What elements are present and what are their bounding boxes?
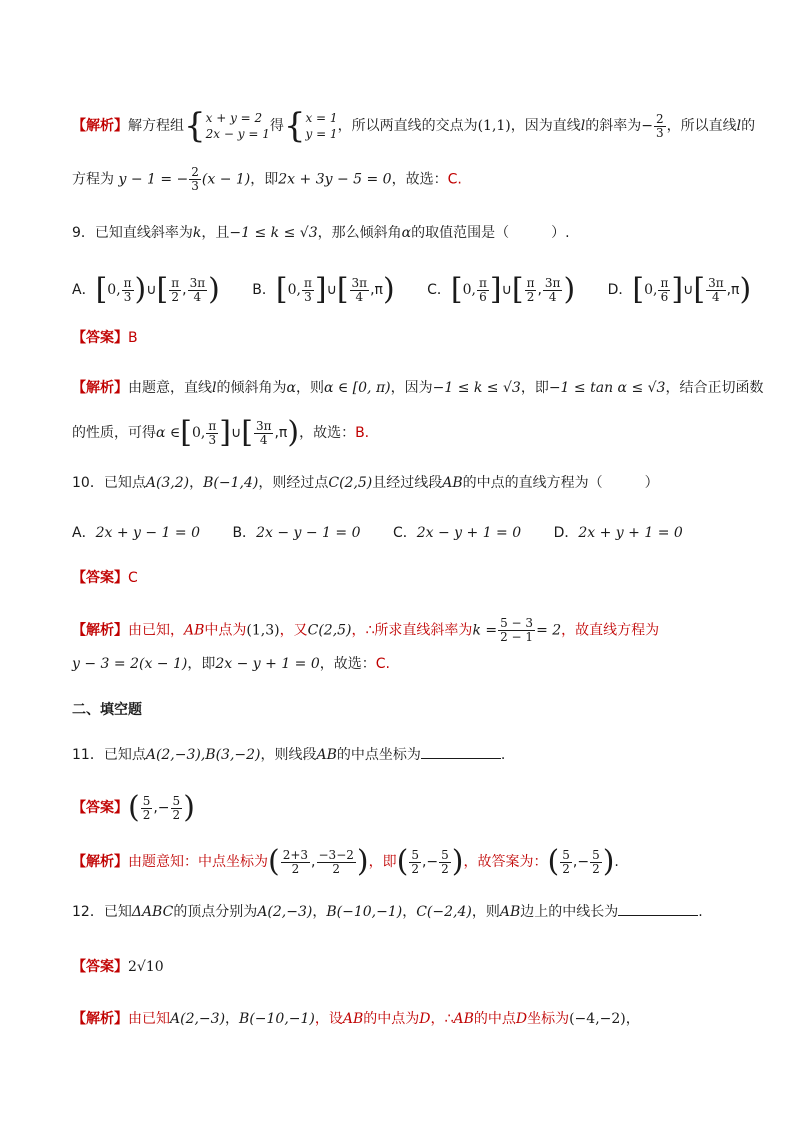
answer-value: C <box>128 570 138 586</box>
q8-analysis-line1: 【解析】解方程组{ x + y = 2 2x − y = 1 得{ x = 1 y = 1 ，所以两直线的交点为(1,1)，因为直线l的斜率为− $\frac{2}{3}$ ，所以直线l的 <box>72 106 756 146</box>
section-heading: 二、填空题 <box>72 702 142 718</box>
q11-analysis: 【解析】由题意知：中点坐标为( $\frac{2+3}{2}$ , $\frac{-3-2}{2}$ )，即( $\frac{5}{2}$ ,− $\frac{5}{2}$ )，故答案为：( $\frac{5}{2}$ ,− $\frac{5}{2}$ ). <box>72 844 619 879</box>
q8-analysis-line2: 方程为 y − 1 = − $\frac{2}{3}$ (x − 1)，即2x + 3y − 5 = 0，故选：C. <box>72 165 462 193</box>
q9-option-a: A．[0, $\frac{\pi}{3}$ )∪[ $\frac{\pi}{2}$ , $\frac{3\pi}{4}$ ) <box>72 272 220 307</box>
q10-answer: 【答案】C <box>72 570 138 586</box>
q10-option-d: D．2x + y + 1 = 0 <box>553 525 683 541</box>
answer-value: 2√10 <box>128 959 164 975</box>
q10-option-c: C．2x − y + 1 = 0 <box>392 525 522 541</box>
q10-options <box>72 522 754 544</box>
slope-fraction: $\frac{2}{3}$ <box>656 111 664 140</box>
q12-answer: 【答案】2√10 <box>72 959 164 975</box>
analysis-label: 【解析】 <box>72 118 128 134</box>
q11-stem: 11．已知点A(2,−3),B(3,−2)，则线段AB的中点坐标为 . <box>72 744 754 766</box>
answer-value: B <box>128 330 138 346</box>
answer-blank <box>618 901 698 916</box>
q9-stem: 9．已知直线斜率为k，且−1 ≤ k ≤ √3，那么倾斜角α的取值范围是（ ）. <box>72 225 570 241</box>
solution-system: x = 1 y = 1 <box>305 111 338 141</box>
q9-option-d: D．[0, $\frac{\pi}{6}$ ]∪[ $\frac{3\pi}{4}$ ,π) <box>607 272 752 307</box>
q10-analysis-line2: y − 3 = 2(x − 1)，即2x − y + 1 = 0，故选：C. <box>72 656 390 672</box>
answer-blank <box>421 744 501 759</box>
q10-stem: 10．已知点A(3,2)，B(−1,4)，则经过点C(2,5)且经过线段AB的中点的直线方程为（ ） <box>72 475 659 491</box>
q10-option-a: A．2x + y − 1 = 0 <box>72 525 200 541</box>
q9-answer: 【答案】B <box>72 330 138 346</box>
q9-options <box>72 272 754 307</box>
q12-analysis: 【解析】由已知A(2,−3)，B(−10,−1)，设AB的中点为D，∴AB的中点D坐标为(−4,−2)， <box>72 1011 640 1027</box>
q12-stem: 12．已知ΔABC的顶点分别为A(2,−3)，B(−10,−1)，C(−2,4)，则AB边上的中线长为 . <box>72 901 754 923</box>
q9-analysis-line1: 【解析】由题意，直线l的倾斜角为α，则α ∈ [0, π)，因为−1 ≤ k ≤ √3，即−1 ≤ tan α ≤ √3，结合正切函数 <box>72 380 764 396</box>
q10-analysis-line1: 【解析】由已知，AB中点为(1,3)，又C(2,5)，∴所求直线斜率为k = $\frac{5 - 3}{2 - 1}$ = 2，故直线方程为 <box>72 616 660 644</box>
q10-option-b: B．2x − y − 1 = 0 <box>232 525 361 541</box>
q9-option-b: B．[0, $\frac{\pi}{3}$ ]∪[ $\frac{3\pi}{4}$ ,π) <box>252 272 395 307</box>
q9-analysis-line2: 的性质，可得α ∈[0, $\frac{\pi}{3}$ ]∪[ $\frac{3\pi}{4}$ ,π)，故选：B. <box>72 415 370 450</box>
q9-option-c: C．[0, $\frac{\pi}{6}$ ]∪[ $\frac{\pi}{2}$ , $\frac{3\pi}{4}$ ) <box>427 272 576 307</box>
equation-system: x + y = 2 2x − y = 1 <box>205 111 270 141</box>
q11-answer: 【答案】( $\frac{5}{2}$ ,− $\frac{5}{2}$ ) <box>72 790 195 825</box>
